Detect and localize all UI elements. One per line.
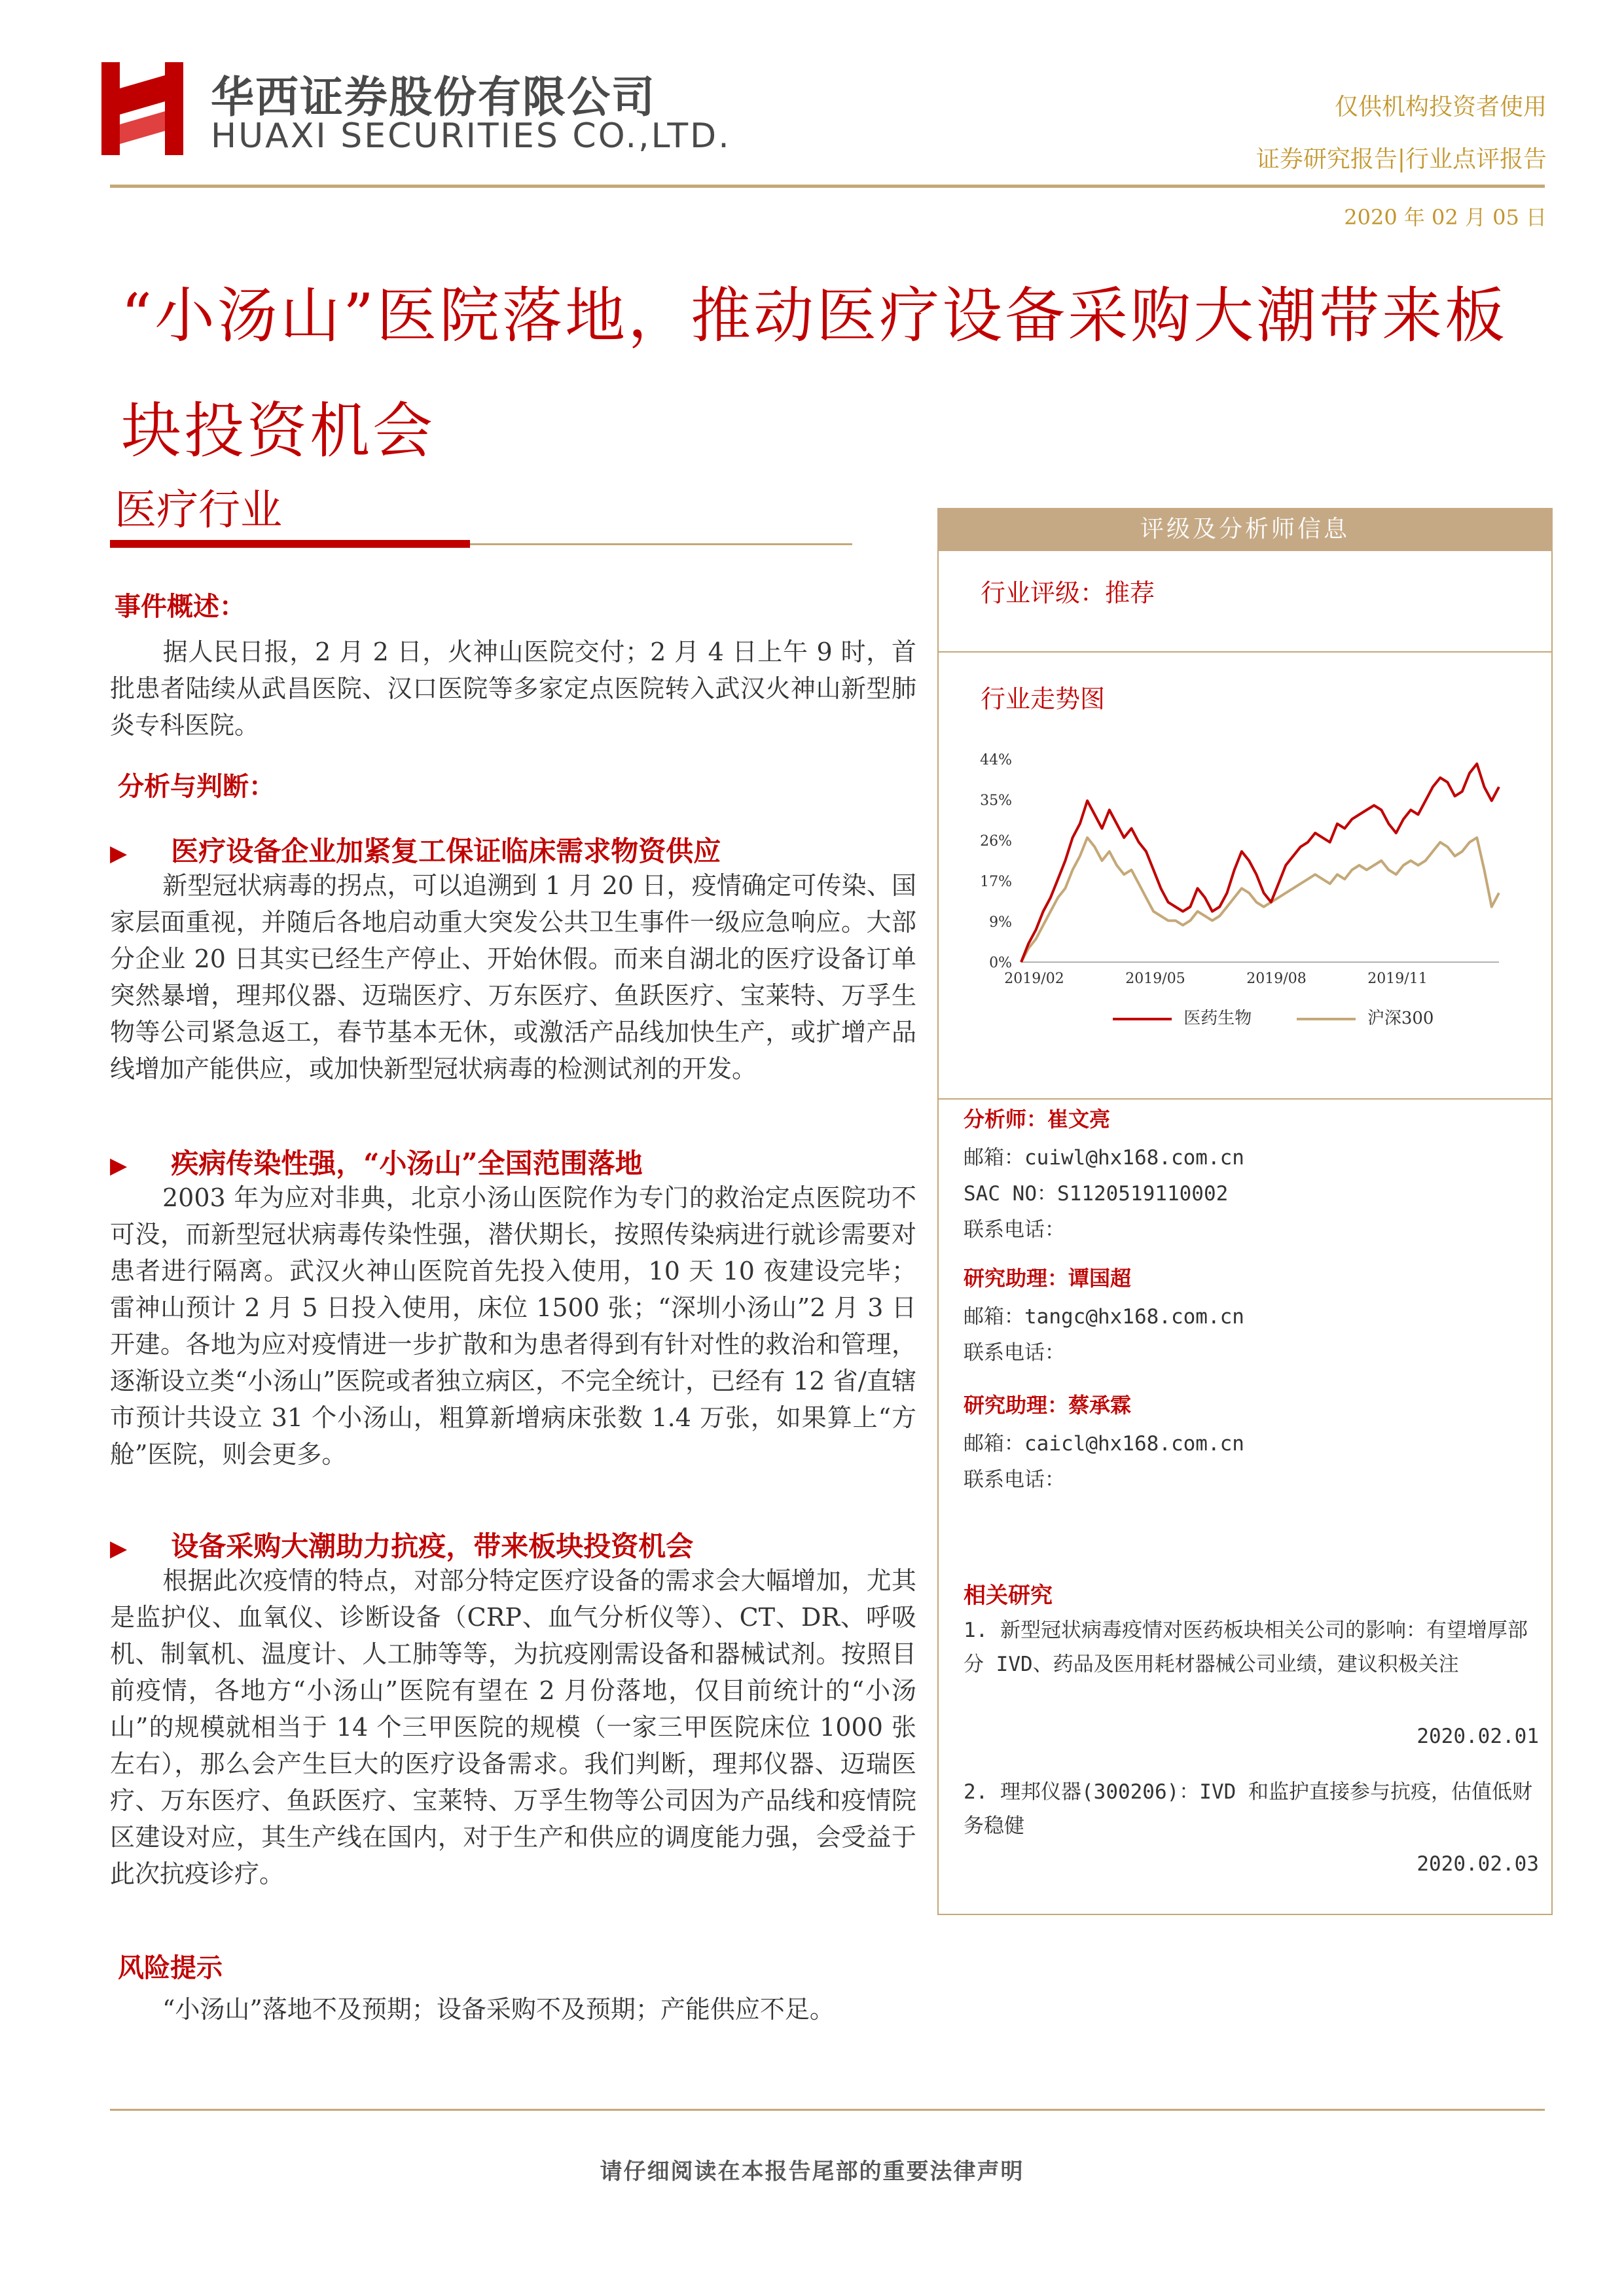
bullet-3-text-content: 根据此次疫情的特点，对部分特定医疗设备的需求会大幅增加，尤其是监护仪、血氧仪、诊断设备（CRP、血气分析仪等）、CT、DR、呼吸机、制氧机、温度计、人工肺等等，为抗疫刚需设备和器械试剂。按照目前疫情，各地方“小汤山”医院有望在 2 月份落地，仅目前统计的“小汤山”的规模就相当于 14 个三甲医院的规模（一家三甲医院床位 1000 张左右），那么会产生巨大的医疗设备需求。我们判断，理邦仪器、迈瑞医疗、万东医疗、鱼跃医疗、宝莱特、万孚生物等公司因为产品线和疫情院区建设对应，其生产线在国内，对于生产和供应的调度能力强，会受益于此次抗疫诊疗。 [110, 1566, 916, 1888]
panel-title: 评级及分析师信息 [937, 508, 1553, 551]
analyst-1-title [964, 1103, 1244, 1133]
audience-note: 仅供机构投资者使用 [1334, 94, 1547, 120]
analyst-1 [964, 1103, 1244, 1242]
x-tick-label: 2019/11 [1367, 971, 1428, 987]
analyst-3-label: 研究助理： [964, 1393, 1069, 1418]
bullet-2-text [110, 1179, 916, 1473]
x-tick-label: 2019/05 [1125, 971, 1185, 987]
rating-value: 推荐 [1105, 579, 1155, 607]
analyst-3-phone: 联系电话： [964, 1468, 1065, 1492]
chart-legend [1113, 1005, 1434, 1029]
industry-rating [981, 573, 1155, 609]
bullet-1-header [110, 830, 721, 869]
events-text-content: 据人民日报，2 月 2 日，火神山医院交付；2 月 4 日上午 9 时，首批患者陆续从武昌医院、汉口医院等多家定点医院转入武汉火神山新型肺炎专科医院。 [110, 637, 916, 740]
analyst-2-name: 谭国超 [1068, 1266, 1132, 1291]
events-text [110, 634, 916, 744]
panel-divider [937, 1098, 1553, 1100]
analyst-2-phone: 联系电话： [964, 1341, 1065, 1365]
panel-divider [937, 651, 1553, 653]
related-item-2[interactable]: 2. 理邦仪器(300206)：IVD 和监护直接参与抗疫，估值低财务稳健 [964, 1780, 1532, 1838]
risk-text-content: “小汤山”落地不及预期；设备采购不及预期；产能供应不足。 [162, 1995, 835, 2024]
analyst-3-title [964, 1389, 1244, 1419]
bullet-3-text [110, 1562, 916, 1892]
bullet-3-title: 设备采购大潮助力抗疫，带来板块投资机会 [171, 1530, 694, 1562]
trend-chart [969, 746, 1506, 1047]
analyst-2-title [964, 1262, 1244, 1292]
related-item-1[interactable]: 1. 新型冠状病毒疫情对医药板块相关公司的影响：有望增厚部分 IVD、药品及医用耗材器械公司业绩，建议积极关注 [964, 1619, 1528, 1676]
report-title: “小汤山”医院落地，推动医疗设备采购大潮带来板块投资机会 [121, 281, 1508, 466]
y-tick-label: 0% [989, 955, 1012, 971]
analyst-1-sac: SAC NO：S1120519110002 [964, 1182, 1229, 1206]
y-tick-label: 9% [989, 914, 1012, 931]
related-research-heading: 相关研究 [964, 1583, 1053, 1609]
risk-text [110, 1991, 916, 2028]
bullet-arrow-icon: ▶ [110, 1153, 128, 1179]
legend-swatch-hs300 [1297, 1018, 1356, 1020]
bullet-1-text [110, 867, 916, 1087]
series-line-hs300 [1021, 838, 1499, 962]
analyst-2 [964, 1262, 1244, 1365]
industry-underline [110, 540, 470, 548]
bullet-1-text-content: 新型冠状病毒的拐点，可以追溯到 1 月 20 日，疫情确定可传染、国家层面重视，并随后各地启动重大突发公共卫生事件一级应急响应。大部分企业 20 日其实已经生产停止、开始休假。而来自湖北的医疗设备订单突然暴增，理邦仪器、迈瑞医疗、万东医疗、鱼跃医疗、宝莱特、万孚生物等公司紧急返工，春节基本无休，或激活产品线加快生产，或扩增产品线增加产能供应，或加快新型冠状病毒的检测试剂的开发。 [110, 871, 916, 1083]
rating-label: 行业评级： [981, 579, 1106, 607]
analyst-2-email: 邮箱：tangc@hx168.com.cn [964, 1305, 1244, 1329]
y-tick-label: 17% [980, 874, 1012, 890]
bullet-2-header [110, 1142, 643, 1181]
legal-notice: 请仔细阅读在本报告尾部的重要法律声明 [600, 2159, 1024, 2185]
bullet-2-text-content: 2003 年为应对非典，北京小汤山医院作为专门的救治定点医院功不可没，而新型冠状病毒传染性强，潜伏期长，按照传染病进行就诊需要对患者进行隔离。武汉火神山医院首先投入使用，10 天 10 夜建设完毕；雷神山预计 2 月 5 日投入使用，床位 1500 张；“深圳小汤山”2 月 3 日开建。各地为应对疫情进一步扩散和为患者得到有针对性的救治和管理，逐渐设立类“小汤山”医院或者独立病区，不完全统计，已经有 12 省/直辖市预计共设立 31 个小汤山，粗算新增病床张数 1.4 万张，如果算上“方舱”医院，则会更多。 [110, 1183, 916, 1469]
analysis-heading: 分析与判断： [118, 771, 275, 802]
bullet-arrow-icon: ▶ [110, 840, 128, 867]
y-tick-label: 26% [980, 833, 1012, 850]
legend-swatch-medical [1113, 1018, 1172, 1020]
analyst-1-phone: 联系电话： [964, 1218, 1065, 1242]
bullet-3-header [110, 1525, 693, 1564]
analyst-1-label: 分析师： [964, 1107, 1048, 1132]
trend-chart-title: 行业走势图 [981, 685, 1106, 713]
events-heading: 事件概述： [115, 591, 245, 622]
analyst-1-email: 邮箱：cuiwl@hx168.com.cn [964, 1146, 1244, 1170]
report-type: 证券研究报告|行业点评报告 [1255, 146, 1547, 173]
bullet-2-title: 疾病传染性强，“小汤山”全国范围落地 [171, 1147, 643, 1179]
legend-label-hs300: 沪深300 [1367, 1009, 1434, 1028]
bullet-arrow-icon: ▶ [110, 1535, 128, 1562]
huaxi-logo-icon [101, 62, 183, 155]
y-tick-label: 44% [980, 752, 1012, 768]
industry-underline-gold [470, 543, 852, 545]
related-item-2-date: 2020.02.03 [1416, 1852, 1539, 1876]
company-name-en: HUAXI SECURITIES CO.,LTD. [211, 117, 731, 156]
related-item-1-date: 2020.02.01 [1416, 1725, 1539, 1748]
analyst-3 [964, 1389, 1244, 1492]
header-divider [110, 185, 1545, 188]
x-tick-label: 2019/02 [1004, 971, 1064, 987]
risk-heading: 风险提示 [118, 1952, 223, 1983]
analyst-3-email: 邮箱：caicl@hx168.com.cn [964, 1432, 1244, 1456]
bullet-1-title: 医疗设备企业加紧复工保证临床需求物资供应 [171, 835, 721, 867]
series-line-medical [1021, 764, 1499, 962]
analyst-1-name: 崔文亮 [1047, 1107, 1111, 1132]
legend-label-medical: 医药生物 [1183, 1009, 1252, 1028]
analyst-3-name: 蔡承霖 [1068, 1393, 1132, 1418]
analyst-2-label: 研究助理： [964, 1266, 1069, 1291]
company-name-cn: 华西证券股份有限公司 [211, 72, 656, 122]
footer-divider [110, 2109, 1545, 2111]
industry-label: 医疗行业 [115, 486, 282, 535]
x-tick-label: 2019/08 [1246, 971, 1307, 987]
report-date: 2020 年 02 月 05 日 [1344, 205, 1547, 230]
y-tick-label: 35% [980, 793, 1012, 809]
